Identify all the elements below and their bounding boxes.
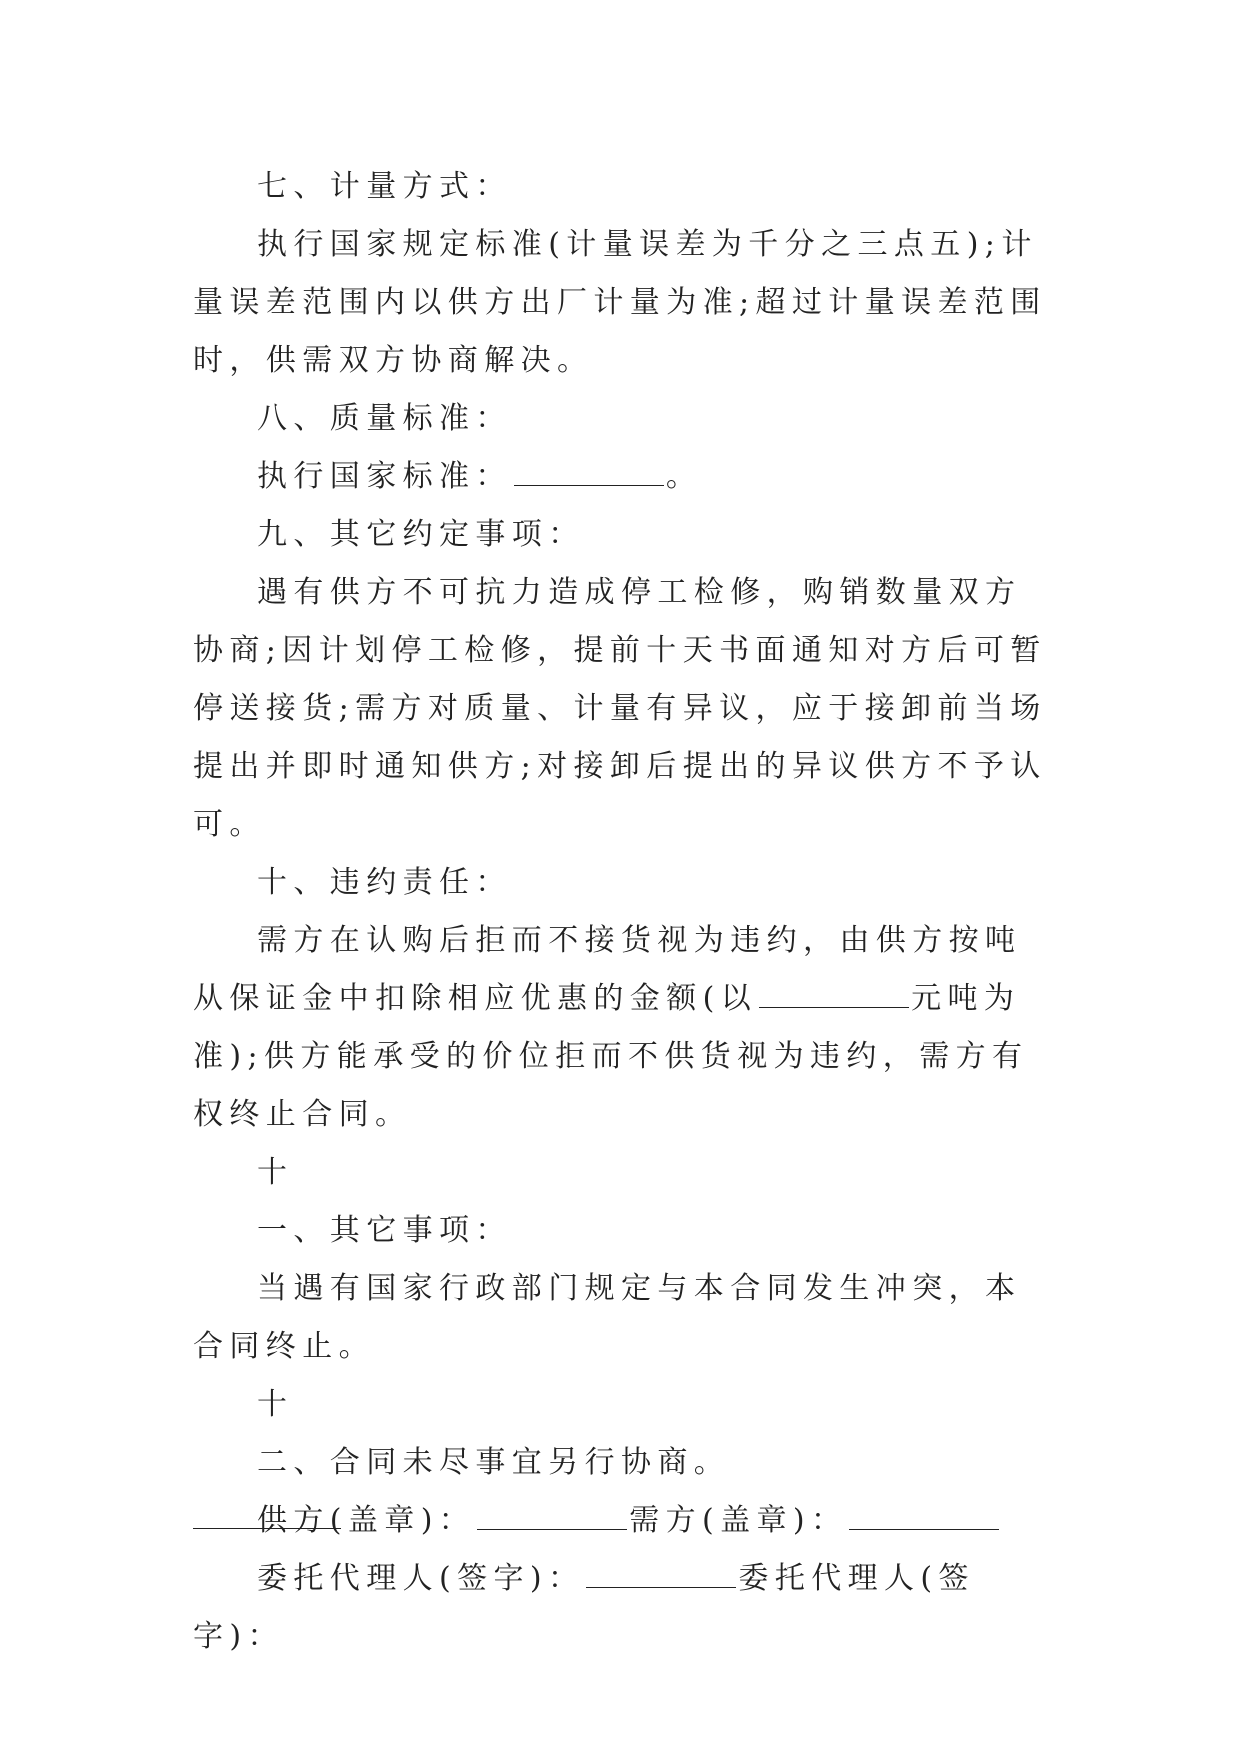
- signature-seal-line: [193, 1492, 1053, 1550]
- section-9-body: 遇有供方不可抗力造成停工检修，购销数量双方协商;因计划停工检修，提前十天书面通知对方后可暂停送接货;需方对质量、计量有异议，应于接卸前当场提出并即时通知供方;对接卸后提出的异议供方不予认可。: [193, 575, 1047, 842]
- section-8-body-prefix: 执行国家标准：: [257, 459, 512, 494]
- buyer-agent-label: 委托代理人(签字)：: [193, 1561, 975, 1654]
- section-11-prefix: 十: [257, 1155, 294, 1190]
- signature-agent-line: [193, 1550, 1053, 1666]
- supplier-seal-label: 供方(盖章)：: [257, 1503, 476, 1538]
- buyer-agent-blank: [193, 1528, 341, 1529]
- supplier-seal-blank: [477, 1493, 627, 1530]
- document-body: [193, 158, 1053, 1666]
- section-11-heading: 一、其它事项：: [257, 1213, 512, 1248]
- section-10-body: [193, 912, 1053, 1144]
- section-12-prefix: 十: [257, 1387, 294, 1422]
- quality-standard-blank: [514, 449, 664, 486]
- buyer-seal-label: 需方(盖章)：: [629, 1503, 848, 1538]
- section-8-body-suffix: 。: [665, 459, 703, 494]
- supplier-agent-blank: [586, 1551, 736, 1588]
- section-9-heading: 九、其它约定事项：: [257, 517, 585, 552]
- section-7-heading: 七、计量方式：: [257, 169, 512, 204]
- section-8-heading: 八、质量标准：: [257, 401, 512, 436]
- supplier-agent-label: 委托代理人(签字)：: [257, 1561, 585, 1596]
- section-8-body: [193, 448, 1053, 506]
- deduction-amount-blank: [759, 971, 909, 1008]
- buyer-seal-blank: [849, 1493, 999, 1530]
- section-11-body: 当遇有国家行政部门规定与本合同发生冲突，本合同终止。: [193, 1271, 1022, 1364]
- section-10-body-part1: 需方在认购后拒而不接货视为违约，由供方按吨从保证金中扣除相应优惠的金额(以: [193, 923, 1022, 1016]
- section-10-heading: 十、违约责任：: [257, 865, 512, 900]
- section-7-body: 执行国家规定标准(计量误差为千分之三点五);计量误差范围内以供方出厂计量为准;超过计量误差范围时，供需双方协商解决。: [193, 227, 1047, 378]
- section-12-heading: 二、合同未尽事宜另行协商。: [257, 1445, 731, 1480]
- section-10-body-part2: 元吨为准);供方能承受的价位拒而不供货视为违约，需方有权终止合同。: [193, 981, 1029, 1132]
